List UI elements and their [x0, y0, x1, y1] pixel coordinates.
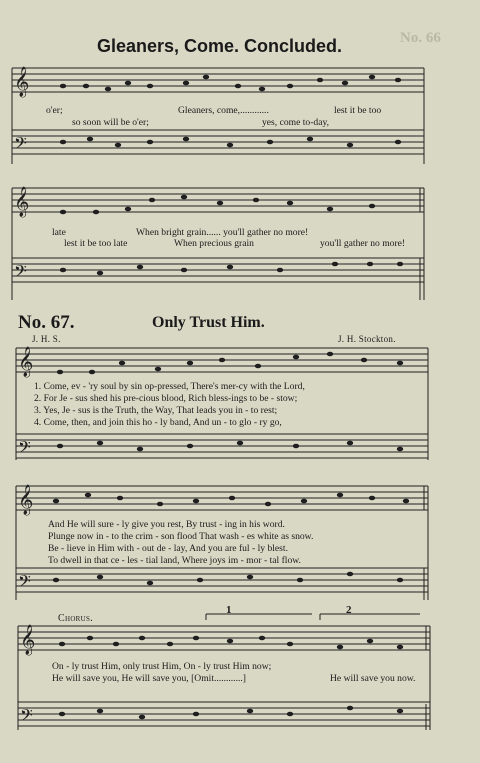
svg-text:𝄢: 𝄢: [18, 437, 31, 461]
lyric-top2-2: When bright grain...... you'll gather no more!: [136, 227, 309, 238]
svg-text:𝄢: 𝄢: [14, 133, 27, 157]
svg-text:𝄞: 𝄞: [14, 187, 30, 217]
staff-treble-1: [12, 68, 424, 164]
lyric-top2-1: late: [52, 227, 66, 238]
svg-text:𝄢: 𝄢: [20, 705, 33, 729]
verse-2a: 2. For Je - sus shed his pre-cious blood, Rich bless-ings to be - stow;: [34, 393, 298, 404]
verse-4a: 4. Come, then, and join this ho - ly band, And un - to glo - ry go,: [34, 417, 282, 428]
verse-1a: 1. Come, ev - 'ry soul by sin op-pressed, There's mer-cy with the Lord,: [34, 381, 305, 392]
svg-text:𝄢: 𝄢: [18, 571, 31, 595]
svg-text:𝄢: 𝄢: [14, 261, 27, 285]
first-ending-mark: 1: [226, 604, 232, 616]
continued-title: Gleaners, Come. Concluded.: [97, 36, 343, 56]
hymn-number: No. 67.: [18, 312, 75, 333]
lyric-top-5: yes, come to-day,: [262, 117, 330, 128]
staff-hymn-1: [16, 348, 428, 460]
chorus-line-2: He will save you, He will save you, [Omit............]: [52, 673, 246, 684]
lyric-top2-3: lest it be too late: [64, 238, 128, 249]
second-ending-mark: 2: [346, 604, 352, 616]
verse-3b: Be - lieve in Him with - out de - lay, And you are ful - ly blest.: [48, 543, 288, 554]
svg-text:𝄞: 𝄞: [20, 625, 36, 655]
lyric-top2-5: you'll gather no more!: [320, 238, 406, 249]
lyric-top-2: Gleaners, come,............: [178, 105, 269, 116]
chorus-label: Chorus.: [58, 613, 93, 624]
verse-4b: To dwell in that ce - les - tial land, Where joys im - mor - tal flow.: [48, 555, 301, 566]
chorus-line-1: On - ly trust Him, only trust Him, On - ly trust Him now;: [52, 661, 272, 672]
verse-3a: 3. Yes, Je - sus is the Truth, the Way, That leads you in - to rest;: [34, 405, 278, 416]
lyric-top2-4: When precious grain: [174, 238, 254, 249]
lyric-top-3: lest it be too: [334, 105, 382, 116]
svg-text:𝄞: 𝄞: [18, 485, 34, 515]
svg-text:𝄞: 𝄞: [14, 67, 30, 97]
lyric-top-4: so soon will be o'er;: [72, 117, 149, 128]
chorus-line-2-end: He will save you now.: [330, 673, 416, 684]
hymn-author: J. H. S.: [32, 334, 61, 344]
hymn-title: Only Trust Him.: [152, 314, 265, 331]
lyric-top-1: o'er;: [46, 105, 63, 116]
verse-2b: Plunge now in - to the crim - son flood That wash - es white as snow.: [48, 531, 314, 542]
staff-chorus: [18, 614, 430, 730]
svg-text:𝄞: 𝄞: [18, 347, 34, 377]
hymn-composer: J. H. Stockton.: [338, 334, 396, 344]
bleed-through-number: No. 66: [400, 30, 441, 46]
verse-1b: And He will sure - ly give you rest, By trust - ing in his word.: [48, 519, 285, 530]
